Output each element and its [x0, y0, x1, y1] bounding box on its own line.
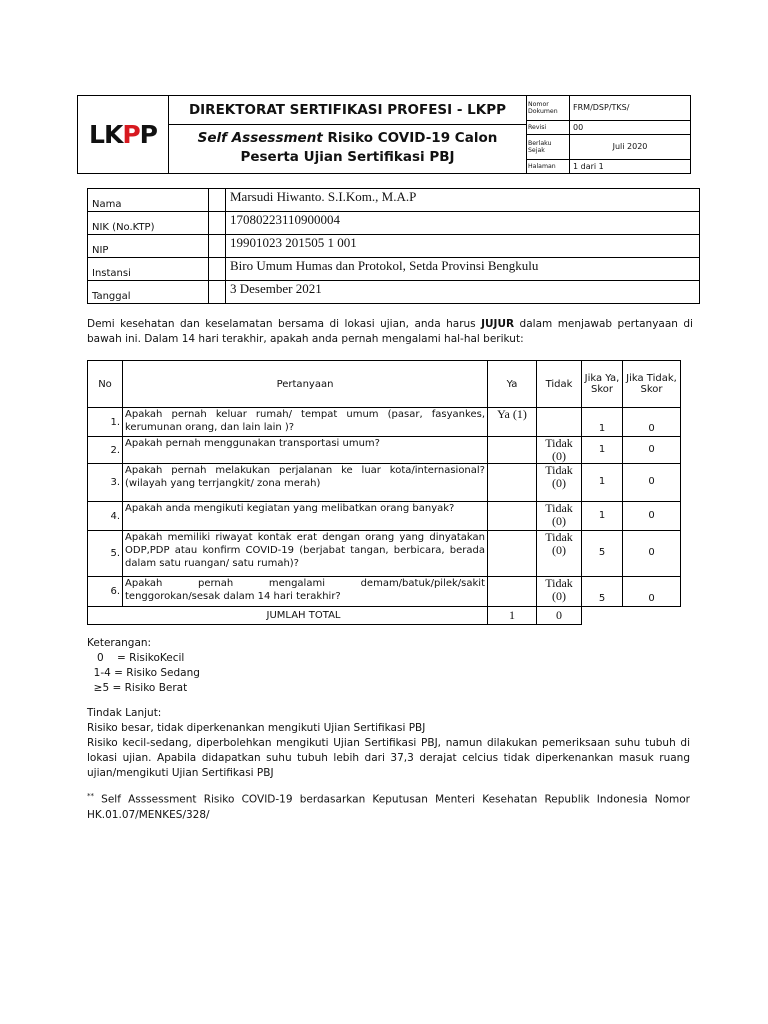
header-tidak: Tidak: [537, 361, 582, 408]
identity-value: Marsudi Hiwanto. S.I.Kom., M.A.P: [226, 189, 700, 212]
row-number: 4.: [88, 502, 123, 531]
tindak-lanjut-title: Tindak Lanjut:: [87, 707, 162, 719]
header-skor-tidak: Jika Tidak, Skor: [623, 361, 681, 408]
total-tidak: 0: [537, 607, 582, 625]
table-row: [88, 408, 681, 437]
answer-ya: [488, 531, 537, 577]
question-text: Apakah pernah menggunakan transportasi umum?: [123, 437, 488, 464]
row-number: 3.: [88, 464, 123, 502]
header-no: No: [88, 361, 123, 408]
row-number: 6.: [88, 577, 123, 607]
identity-row: [88, 212, 700, 235]
keterangan-title: Keterangan:: [87, 637, 152, 649]
keterangan-section: [87, 636, 200, 696]
header-skor-ya: Jika Ya, Skor: [582, 361, 623, 408]
keterangan-line: ≥5 = Risiko Berat: [87, 682, 188, 694]
score-ya: 1: [582, 464, 623, 502]
meta-label-halaman: Halaman: [527, 159, 570, 174]
identity-value: 17080223110900004: [226, 212, 700, 235]
tindak-lanjut-line: Risiko kecil-sedang, diperbolehkan mengikuti Ujian Sertifikasi PBJ, namun dilakukan pemeriksaan suhu tubuh di lokasi ujian. Apabila didapatkan suhu tubuh lebih dari 37,3 derajat celcius tidak diperkenankan masuk ruang ujian/mengikuti Ujian Sertifikasi PBJ: [87, 737, 690, 779]
score-tidak: 0: [623, 502, 681, 531]
score-ya: 5: [582, 577, 623, 607]
table-row: [88, 531, 681, 577]
table-row: [88, 464, 681, 502]
answer-ya: [488, 464, 537, 502]
row-number: 2.: [88, 437, 123, 464]
meta-label-nomor: Nomor Dokumen: [527, 96, 570, 121]
identity-label: NIK (No.KTP): [88, 212, 209, 235]
document-header: [77, 95, 691, 174]
footnote: ** Self Asssessment Risiko COVID-19 berdasarkan Keputusan Menteri Kesehatan Republik Indonesia Nomor HK.01.07/MENKES/328/: [87, 792, 690, 821]
row-number: 5.: [88, 531, 123, 577]
meta-value-halaman: 1 dari 1: [570, 159, 691, 174]
answer-ya: [488, 437, 537, 464]
document-subtitle: Self Assessment Risiko COVID-19 Calon Peserta Ujian Sertifikasi PBJ: [197, 130, 498, 165]
question-text: Apakah pernah keluar rumah/ tempat umum (pasar, fasyankes, kerumunan orang, dan lain lain )?: [123, 408, 488, 437]
table-header-row: [88, 361, 681, 408]
keterangan-line: 0 = RisikoKecil: [87, 652, 185, 664]
row-number: 1.: [88, 408, 123, 437]
meta-label-revisi: Revisi: [527, 120, 570, 134]
score-tidak: 0: [623, 408, 681, 437]
identity-row: [88, 258, 700, 281]
score-tidak: 0: [623, 577, 681, 607]
answer-ya: [488, 502, 537, 531]
meta-value-revisi: 00: [570, 120, 691, 134]
meta-value-berlaku: Juli 2020: [570, 134, 691, 159]
question-text: Apakah memiliki riwayat kontak erat dengan orang yang dinyatakan ODP,PDP atau konfirm COVID-19 (berjabat tangan, berbicara, berada dalam satu ruangan/ satu rumah)?: [123, 531, 488, 577]
question-text: Apakah pernah melakukan perjalanan ke luar kota/internasional? (wilayah yang terrjangkit/ zona merah): [123, 464, 488, 502]
table-row: [88, 577, 681, 607]
answer-tidak: [537, 408, 582, 437]
identity-label: Nama: [88, 189, 209, 212]
identity-row: [88, 281, 700, 304]
answer-tidak: Tidak (0): [537, 577, 582, 607]
question-text: Apakah anda mengikuti kegiatan yang melibatkan orang banyak?: [123, 502, 488, 531]
table-row: [88, 437, 681, 464]
questions-table: [87, 360, 681, 625]
score-ya: 1: [582, 408, 623, 437]
identity-value: 3 Desember 2021: [226, 281, 700, 304]
answer-ya: [488, 577, 537, 607]
score-tidak: 0: [623, 437, 681, 464]
total-row: [88, 607, 681, 625]
score-ya: 1: [582, 502, 623, 531]
identity-table: [87, 188, 700, 304]
score-tidak: 0: [623, 531, 681, 577]
total-ya: 1: [488, 607, 537, 625]
header-ya: Ya: [488, 361, 537, 408]
identity-value: 19901023 201505 1 001: [226, 235, 700, 258]
keterangan-line: 1-4 = Risiko Sedang: [87, 667, 200, 679]
score-ya: 1: [582, 437, 623, 464]
meta-value-nomor: FRM/DSP/TKS/: [570, 96, 691, 121]
header-title-cell: [169, 96, 527, 174]
score-ya: 5: [582, 531, 623, 577]
answer-tidak: Tidak (0): [537, 502, 582, 531]
identity-label: Tanggal: [88, 281, 209, 304]
identity-row: [88, 189, 700, 212]
document-title: DIREKTORAT SERTIFIKASI PROFESI - LKPP: [188, 102, 507, 118]
lkpp-logo: LKPP: [78, 96, 169, 174]
total-label: JUMLAH TOTAL: [88, 607, 488, 625]
tindak-lanjut-section: [87, 706, 690, 781]
question-text: Apakah pernah mengalami demam/batuk/pilek/sakit tenggorokan/sesak dalam 14 hari terakhir?: [123, 577, 488, 607]
identity-label: NIP: [88, 235, 209, 258]
meta-label-berlaku: Berlaku Sejak: [527, 134, 570, 159]
identity-label: Instansi: [88, 258, 209, 281]
answer-ya: Ya (1): [488, 408, 537, 437]
identity-value: Biro Umum Humas dan Protokol, Setda Provinsi Bengkulu: [226, 258, 700, 281]
answer-tidak: Tidak (0): [537, 464, 582, 502]
tindak-lanjut-line: Risiko besar, tidak diperkenankan mengikuti Ujian Sertifikasi PBJ: [87, 722, 426, 734]
score-tidak: 0: [623, 464, 681, 502]
intro-paragraph: Demi kesehatan dan keselamatan bersama di lokasi ujian, anda harus JUJUR dalam menjawab pertanyaan di bawah ini. Dalam 14 hari terakhir, apakah anda pernah mengalami hal-hal berikut:: [87, 318, 693, 345]
answer-tidak: Tidak (0): [537, 437, 582, 464]
identity-row: [88, 235, 700, 258]
header-pertanyaan: Pertanyaan: [123, 361, 488, 408]
table-row: [88, 502, 681, 531]
answer-tidak: Tidak (0): [537, 531, 582, 577]
